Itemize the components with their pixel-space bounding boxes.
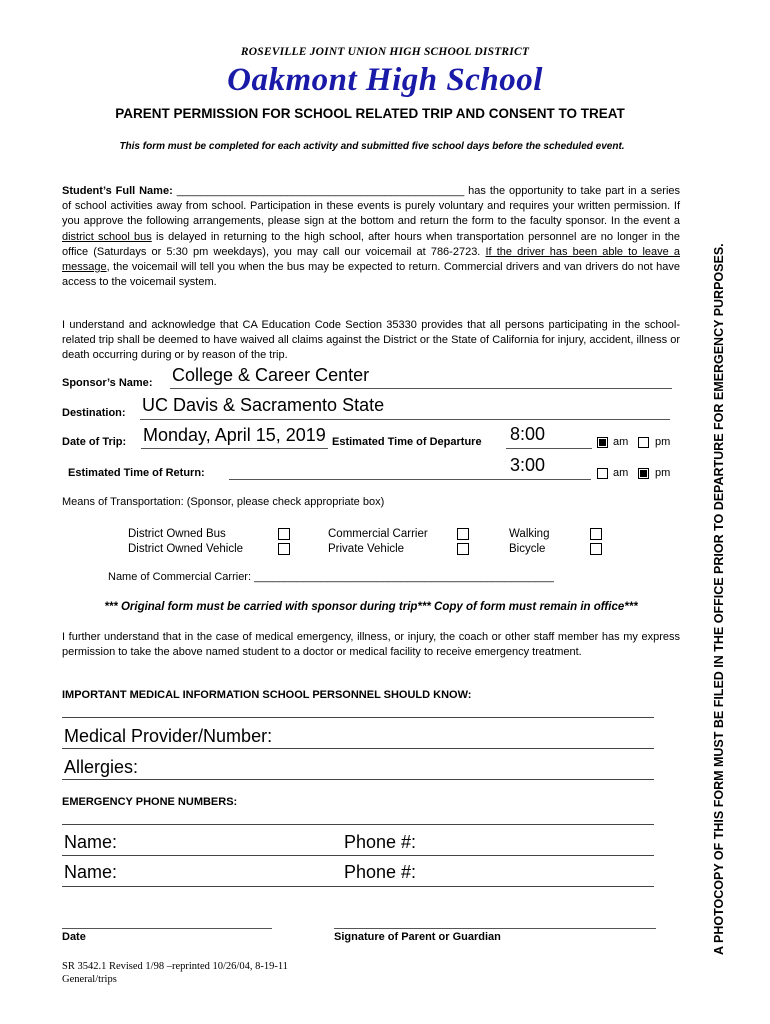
option-commercial-carrier: Commercial Carrier [328, 528, 428, 540]
return-pm-label: pm [655, 467, 671, 479]
student-name-line[interactable]: _______________________________________________ [176, 185, 465, 197]
intro-text-b: is delayed in returning to the high school, after hours when transportation personnel are no longer in the office (Saturdays or 5:30 pm weekdays), you may call our voicemail at 786-2723. [62, 230, 680, 258]
vertical-photocopy-notice: A PHOTOCOPY OF THIS FORM MUST BE FILED IN THE OFFICE PRIOR TO DEPARTURE FOR EMERGENCY PURPOSES. [712, 243, 726, 955]
medical-provider-line[interactable] [62, 748, 654, 749]
return-pm-checkbox[interactable] [638, 468, 649, 479]
district-name: ROSEVILLE JOINT UNION HIGH SCHOOL DISTRICT [240, 46, 530, 58]
commercial-carrier-checkbox[interactable] [457, 528, 469, 540]
date-signature-label: Date [62, 931, 86, 943]
sponsor-value[interactable]: College & Career Center [172, 365, 370, 385]
departure-label: Estimated Time of Departure [332, 436, 482, 448]
original-form-notice: *** Original form must be carried with sponsor during trip*** Copy of form must remain in office*** [104, 601, 638, 613]
option-walking: Walking [509, 528, 550, 540]
form-revision: SR 3542.1 Revised 1/98 –reprinted 10/26/04, 8-19-11 [62, 961, 288, 972]
return-label: Estimated Time of Return: [68, 467, 205, 479]
intro-underline-bus: district school bus [62, 230, 152, 243]
commercial-carrier-name: Name of Commercial Carrier: _________________________________________________ [108, 571, 554, 583]
option-district-bus: District Owned Bus [128, 528, 226, 540]
district-vehicle-checkbox[interactable] [278, 543, 290, 555]
waiver-paragraph: I understand and acknowledge that CA Education Code Section 35330 provides that all persons participating in the school-related trip shall be deemed to have waived all claims against the District or the State of California for injury, accident, illness or death occurring during or by reason of the trip. [62, 319, 680, 362]
walking-checkbox[interactable] [590, 528, 602, 540]
option-district-vehicle: District Owned Vehicle [128, 543, 244, 555]
emergency-line-1[interactable] [62, 855, 654, 856]
bicycle-checkbox[interactable] [590, 543, 602, 555]
form-footer [62, 960, 288, 986]
destination-value[interactable]: UC Davis & Sacramento State [142, 395, 385, 415]
form-instructions: This form must be completed for each activity and submitted five school days before the scheduled event. [119, 141, 625, 152]
return-value[interactable]: 3:00 [510, 455, 546, 475]
emergency-line-2[interactable] [62, 886, 654, 887]
important-medical-heading: IMPORTANT MEDICAL INFORMATION SCHOOL PERSONNEL SHOULD KNOW: [62, 689, 472, 701]
return-am-checkbox[interactable] [597, 468, 608, 479]
departure-pm-label: pm [655, 436, 671, 448]
intro-paragraph [62, 184, 680, 290]
emergency-top-line [62, 824, 654, 825]
emergency-name-2: Name: [64, 862, 118, 882]
parent-signature-line[interactable] [334, 914, 656, 929]
date-value[interactable]: Monday, April 15, 2019 [143, 425, 326, 445]
departure-am-label: am [613, 436, 629, 448]
date-signature-line[interactable] [62, 914, 272, 929]
form-title: PARENT PERMISSION FOR SCHOOL RELATED TRIP AND CONSENT TO TREAT [115, 106, 625, 121]
departure-value[interactable]: 8:00 [510, 424, 546, 444]
option-private-vehicle: Private Vehicle [328, 543, 405, 555]
transport-label: Means of Transportation: (Sponsor, please check appropriate box) [62, 496, 385, 508]
school-name: Oakmont High School [227, 62, 543, 98]
return-am-label: am [613, 467, 629, 479]
student-name-label: Student’s Full Name: [62, 185, 173, 197]
departure-am-checkbox[interactable] [597, 437, 608, 448]
allergies-line[interactable] [62, 779, 654, 780]
allergies-label: Allergies: [64, 757, 139, 777]
departure-pm-checkbox[interactable] [638, 437, 649, 448]
sponsor-label: Sponsor’s Name: [62, 377, 153, 389]
form-category: General/trips [62, 974, 117, 985]
intro-text-a: has the opportunity to take part in a series of school activities away from school. Participation in these events is purely voluntary and requires your written permission. If you approve the following arrangements, please sign at the bottom and return the form to the faculty sponsor. In the event a [62, 185, 680, 228]
private-vehicle-checkbox[interactable] [457, 543, 469, 555]
destination-label: Destination: [62, 407, 126, 419]
emergency-phone-2: Phone #: [344, 862, 417, 882]
medical-top-line [62, 717, 654, 718]
intro-text-c: , the voicemail will tell you when the bus may be expected to return. Commercial drivers and van drivers do not have access to the voicemail system. [62, 261, 680, 289]
date-label: Date of Trip: [62, 436, 127, 448]
consent-paragraph: I further understand that in the case of medical emergency, illness, or injury, the coach or other staff member has my express permission to take the above named student to a doctor or medical facility to receive emergency treatment. [62, 631, 680, 659]
district-bus-checkbox[interactable] [278, 528, 290, 540]
emergency-phone-heading: EMERGENCY PHONE NUMBERS: [62, 796, 238, 808]
commercial-carrier-line[interactable]: _________________________________________________ [254, 571, 554, 583]
emergency-phone-1: Phone #: [344, 832, 417, 852]
option-bicycle: Bicycle [509, 543, 546, 555]
parent-signature-label: Signature of Parent or Guardian [334, 931, 501, 943]
medical-provider-label: Medical Provider/Number: [64, 726, 273, 746]
emergency-name-1: Name: [64, 832, 118, 852]
intro-underline-driver: If the driver has been able to leave a message [62, 245, 680, 274]
